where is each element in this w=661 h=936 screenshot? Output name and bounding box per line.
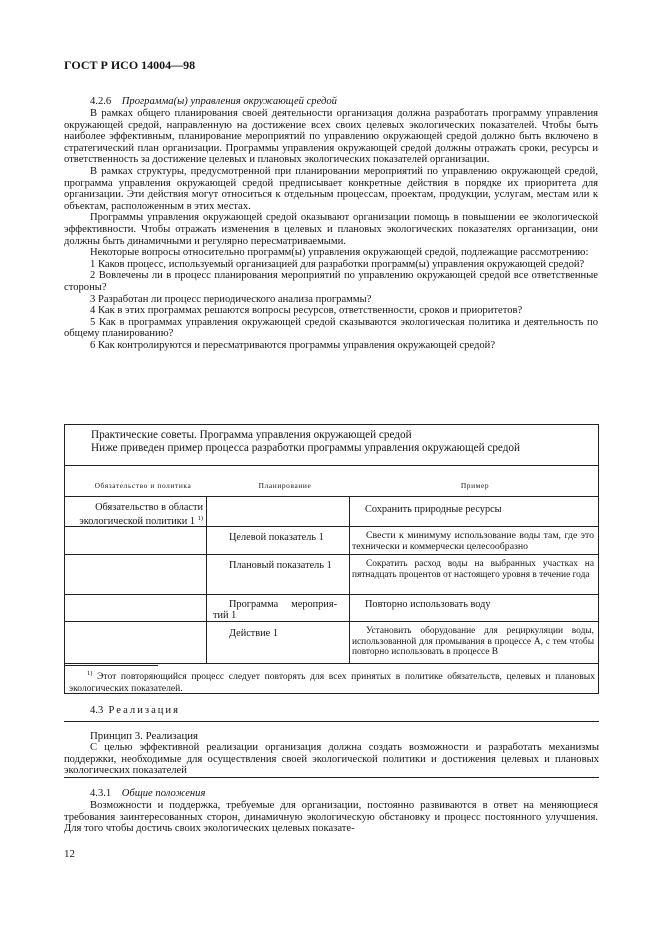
paragraph: Некоторые вопросы относительно программ(ы) управления окружающей средой, подлежащие рассмотрению: — [90, 247, 589, 259]
section-4-2-6-body — [64, 108, 598, 351]
section-number: 4.3 — [90, 705, 104, 716]
question-item: 3 Разработан ли процесс периодического анализа программы? — [90, 293, 372, 305]
question-item: 4 Как в этих программах решаются вопросы ресурсов, ответственности, сроков и приоритетов? — [90, 305, 523, 317]
table-cell-example: Сохранить природные ресурсы — [365, 504, 502, 515]
table-rule — [65, 496, 598, 497]
document-code: ГОСТ Р ИСО 14004—98 — [64, 58, 196, 72]
section-4-3-1-body — [64, 800, 598, 835]
table-rule — [65, 465, 598, 466]
section-title: Общие положения — [121, 788, 206, 799]
question-item: 5 Как в программах управления окружающей средой сказываются экологическая политика и деятельность по общему планированию? — [64, 316, 598, 340]
table-cell-example: Свести к минимуму использование воды там, где это технически и коммерчески целесообразно — [352, 530, 594, 552]
advice-subtitle: Ниже приведен пример процесса разработки программы управления окружающей средой — [91, 442, 521, 454]
advice-title: Практические советы. Программа управления окружающей средой — [91, 429, 412, 441]
row-divider — [65, 621, 598, 622]
section-number: 4.2.6 — [90, 96, 112, 107]
footnote — [69, 668, 595, 695]
footnote-text: Этот повторяющийся процесс следует повторять для всех принятых в политике обязательств, целевых и плановых экологических показателей. — [69, 671, 595, 694]
column-header-policy: Обязательство и политика — [94, 481, 192, 490]
table-cell-planning: Плановый показатель 1 — [229, 560, 332, 571]
section-4-3-heading — [90, 705, 180, 716]
principle-title: Принцип 3. Реализация — [90, 730, 199, 742]
section-4-3-1-heading — [90, 788, 205, 799]
table-cell-example: Сократить расход воды на выбранных участках на пятнадцать процентов от настоящего уровня в течение года — [352, 559, 594, 580]
row-divider — [65, 554, 598, 555]
column-header-planning: Планирование — [258, 481, 312, 490]
table-cell-planning: Программа мероприятий 1 — [213, 599, 337, 621]
page-number: 12 — [64, 848, 75, 860]
question-item: 1 Каков процесс, используемый организацией для разработки программ(ы) управления окружающей средой? — [90, 258, 585, 270]
question-item: 2 Вовлечены ли в процесс планирования мероприятий по управлению окружающей средой все ответственные стороны? — [64, 270, 598, 293]
table-cell-planning: Действие 1 — [229, 628, 278, 639]
section-4-2-6-heading — [90, 96, 337, 107]
table-cell-example: Установить оборудование для рециркуляции воды, использованной для промывания в процессе А, с тем чтобы повторно использовать в процессе В — [352, 626, 594, 657]
paragraph: В рамках общего планирования своей деятельности организация должна разработать программу управления окружающей средой, направленную на достижение всех своих целевых экологических показателей. Чтобы быть наиболее эффективным, планирование мероприятий по управлению окружающей средой должно быть включено в стратегический план организации. Программы управления окружающей средой должны отражать сроки, ресурсы и ответственность за достижение целевых и плановых экологических показателей организации. — [64, 108, 598, 166]
column-divider — [206, 497, 207, 664]
principle-box — [64, 721, 599, 778]
column-header-example: Пример — [460, 481, 490, 490]
paragraph: Программы управления окружающей средой оказывают организации помощь в повышении ее экологической эффективности. Чтобы отражать изменения в целевых и плановых экологических показателях организации, они должны быть динамичными и регулярно пересматриваемыми. — [64, 212, 598, 247]
section-title: Реализация — [108, 705, 180, 716]
paragraph: Возможности и поддержка, требуемые для организации, постоянно развиваются в ответ на меняющиеся требования заинтересованных сторон, динамичную экологическую обстановку и процесс постоянного улучшения. Для того чтобы достичь своих экологических целевых показате- — [64, 800, 598, 835]
row-divider — [65, 663, 598, 664]
row-divider — [65, 594, 598, 595]
table-cell-planning: Целевой показатель 1 — [229, 532, 324, 543]
section-title: Программа(ы) управления окружающей средой — [121, 96, 337, 107]
question-item: 6 Как контролируются и пересматриваются программы управления окружающей средой? — [90, 339, 496, 351]
footnote-mark: 1) — [87, 670, 93, 677]
footnote-rule — [65, 665, 158, 666]
table-cell-example: Повторно использовать воду — [365, 599, 491, 610]
paragraph: В рамках структуры, предусмотренной при планировании мероприятий по управлению окружающей средой, программа управления окружающей средой предписывает конкретные действия в порядке их приоритета для организации. Эти действия могут относиться к отдельным процессам, проектам, продукции, услугам, местам или к объектам, расположенным в этих местах. — [64, 165, 598, 212]
table-cell-policy: Обязательство в области экологической политики 1 $^{1)}$ — [79, 502, 203, 527]
section-number: 4.3.1 — [90, 788, 112, 799]
practical-advice-box — [64, 424, 599, 694]
column-divider — [349, 497, 350, 664]
footnote-ref: 1) — [197, 515, 203, 522]
principle-text: С целью эффективной реализации организация должна создать возможности и разработать механизмы поддержки, необходимые для осуществления своей экологической политики и достижения целевых и плановых экологических показателей — [64, 742, 599, 777]
